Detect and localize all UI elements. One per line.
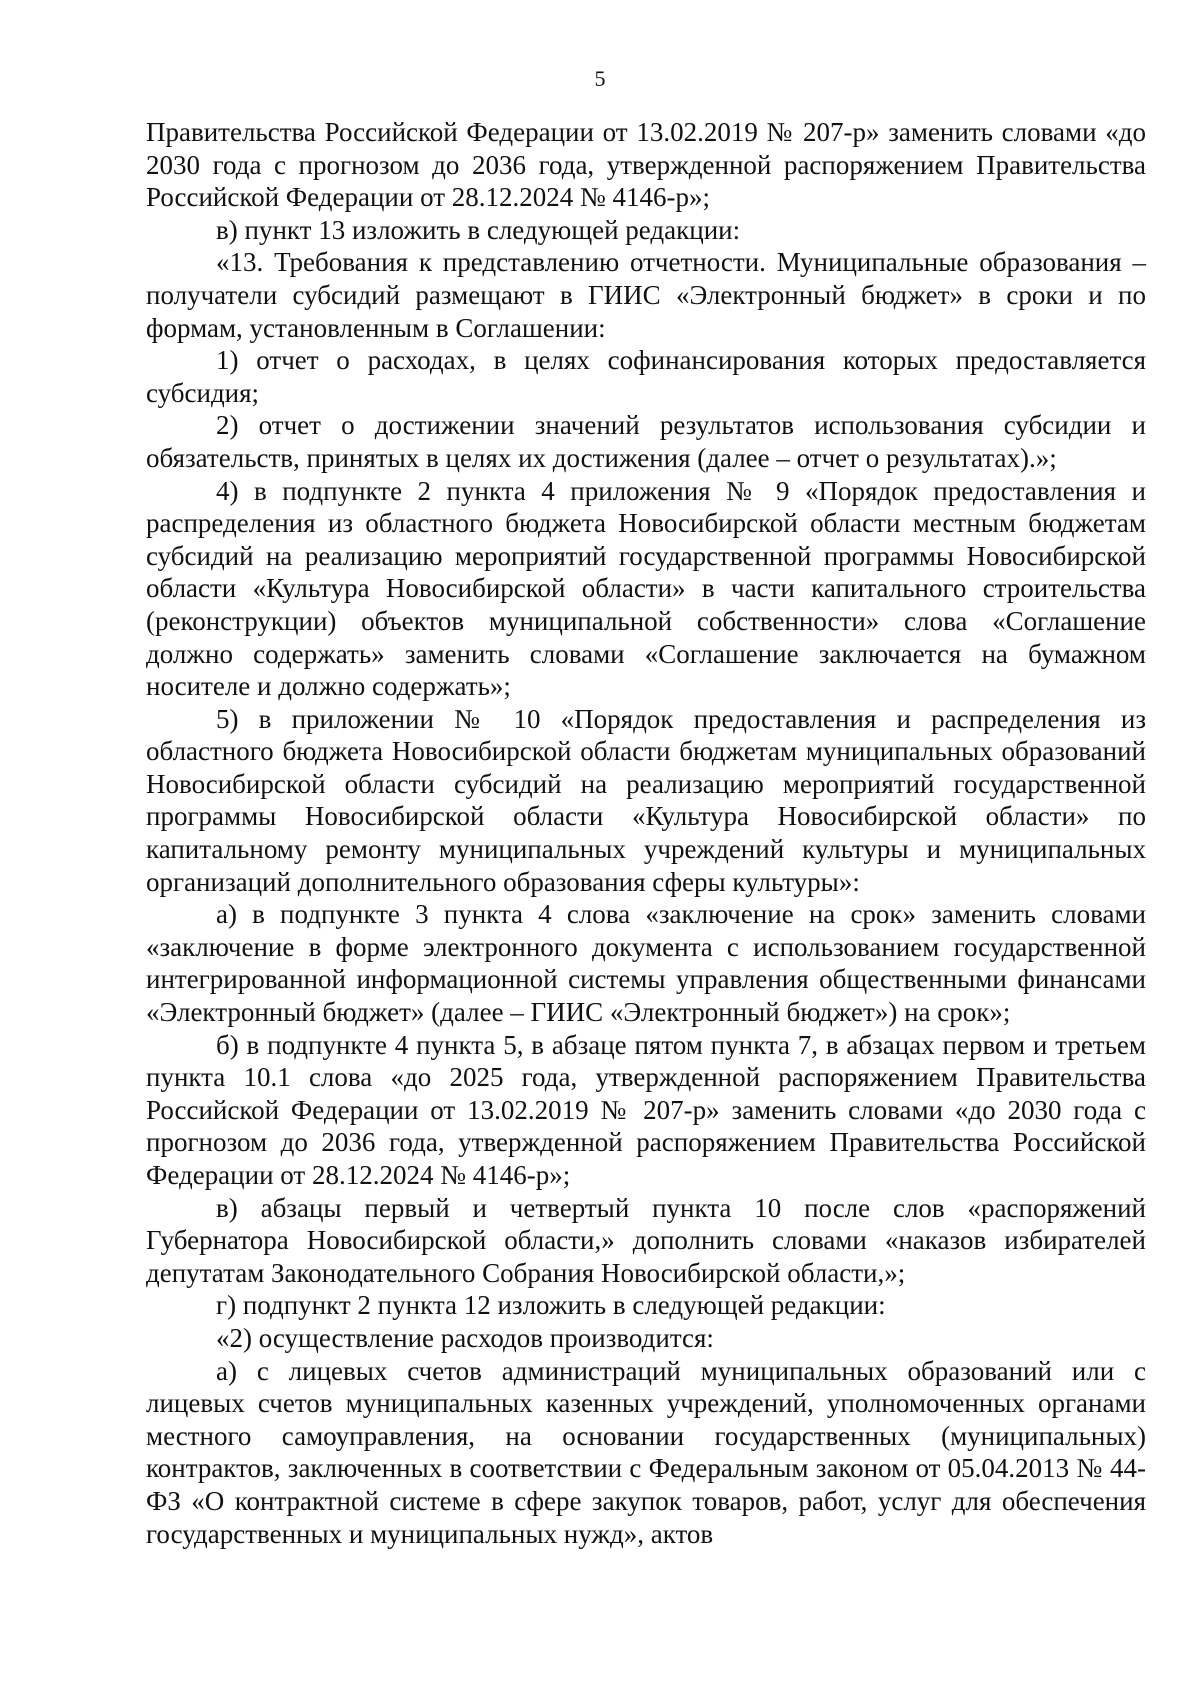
paragraph: «13. Требования к представлению отчетности. Муниципальные образования – получатели субсидий размещают в ГИИС «Электронный бюджет» в сроки и по формам, установленным в Соглашении: xyxy=(146,247,1146,343)
paragraph: б) в подпункте 4 пункта 5, в абзаце пятом пункта 7, в абзацах первом и третьем пункта 10.1 слова «до 2025 года, утвержденной распоряжением Правительства Российской Федерации от 13.02.2019 № 207-р» заменить словами «до 2030 года с прогнозом до 2036 года, утвержденной распоряжением Правительства Российской Федерации от 28.12.2024 № 4146-р»; xyxy=(146,1029,1146,1190)
paragraph: 4) в подпункте 2 пункта 4 приложения № 9 «Порядок предоставления и распределения из областного бюджета Новосибирской области местным бюджетам субсидий на реализацию мероприятий государственной программы Новосибирской области «Культура Новосибирской области» в части капитального строительства (реконструкции) объектов муниципальной собственности» слова «Соглашение должно содержать» заменить словами «Соглашение заключается на бумажном носителе и должно содержать»; xyxy=(146,475,1146,702)
paragraph: в) абзацы первый и четвертый пункта 10 после слов «распоряжений Губернатора Новосибирской области,» дополнить словами «наказов избирателей депутатам Законодательного Собрания Новосибирской области,»; xyxy=(146,1192,1146,1288)
document-body xyxy=(146,116,1146,1550)
paragraph-continuation: Правительства Российской Федерации от 13.02.2019 № 207-р» заменить словами «до 2030 года с прогнозом до 2036 года, утвержденной распоряжением Правительства Российской Федерации от 28.12.2024 № 4146-р»; xyxy=(146,117,1146,213)
page-number: 5 xyxy=(594,66,606,91)
paragraph: 2) отчет о достижении значений результатов использования субсидии и обязательств, принятых в целях их достижения (далее – отчет о результатах).»; xyxy=(146,410,1146,473)
paragraph: в) пункт 13 изложить в следующей редакции: xyxy=(216,214,741,245)
paragraph: 1) отчет о расходах, в целях софинансирования которых предоставляется субсидия; xyxy=(146,345,1146,408)
paragraph: а) в подпункте 3 пункта 4 слова «заключение на срок» заменить словами «заключение в форме электронного документа с использованием государственной интегрированной информационной системы управления общественными финансами «Электронный бюджет» (далее – ГИИС «Электронный бюджет») на срок»; xyxy=(146,899,1146,1028)
paragraph: 5) в приложении № 10 «Порядок предоставления и распределения из областного бюджета Новосибирской области бюджетам муниципальных образований Новосибирской области субсидий на реализацию мероприятий государственной программы Новосибирской области «Культура Новосибирской области» по капитальному ремонту муниципальных учреждений культуры и муниципальных организаций дополнительного образования сферы культуры»: xyxy=(146,703,1146,897)
paragraph: «2) осуществление расходов производится: xyxy=(216,1322,714,1353)
paragraph: г) подпункт 2 пункта 12 изложить в следующей редакции: xyxy=(216,1290,886,1321)
paragraph: а) с лицевых счетов администраций муниципальных образований или с лицевых счетов муниципальных казенных учреждений, уполномоченных органами местного самоуправления, на основании государственных (муниципальных) контрактов, заключенных в соответствии с Федеральным законом от 05.04.2013 № 44-ФЗ «О контрактной системе в сфере закупок товаров, работ, услуг для обеспечения государственных и муниципальных нужд», актов xyxy=(146,1355,1146,1549)
